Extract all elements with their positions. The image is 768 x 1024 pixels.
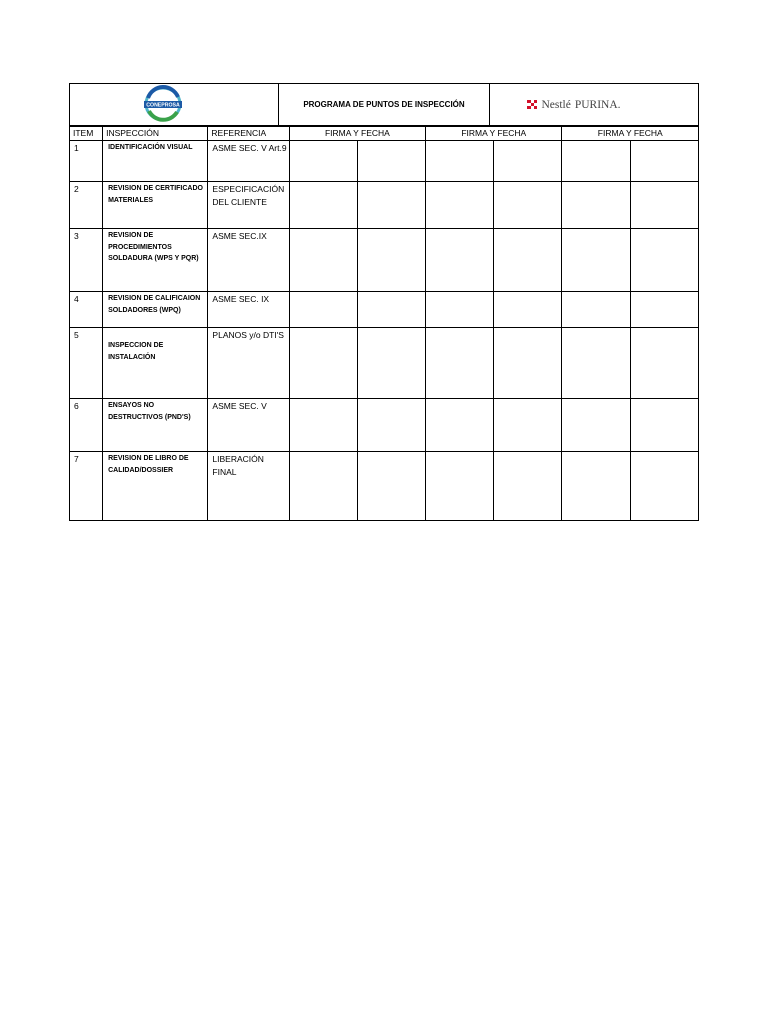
date-cell[interactable] — [630, 452, 698, 521]
document-title: PROGRAMA DE PUNTOS DE INSPECCIÓN — [279, 84, 490, 125]
reference: ASME SEC. V Art.9 — [208, 141, 289, 182]
inspection-document — [69, 83, 699, 521]
signature-cell[interactable] — [426, 182, 494, 229]
date-cell[interactable] — [630, 229, 698, 292]
item-number: 3 — [70, 229, 103, 292]
inspection-name: REVISION DE LIBRO DE CALIDAD/DOSSIER — [103, 452, 208, 521]
inspection-table — [69, 126, 699, 521]
item-number: 2 — [70, 182, 103, 229]
header-referencia: REFERENCIA — [208, 127, 289, 141]
inspection-name: REVISION DE CALIFICAION SOLDADORES (WPQ) — [103, 292, 208, 328]
signature-cell[interactable] — [426, 399, 494, 452]
table-row — [70, 328, 699, 399]
table-header-row — [70, 127, 699, 141]
date-cell[interactable] — [494, 182, 562, 229]
brand-name: Nestlé — [541, 98, 571, 111]
header-inspeccion: INSPECCIÓN — [103, 127, 208, 141]
item-number: 5 — [70, 328, 103, 399]
date-cell[interactable] — [494, 292, 562, 328]
signature-cell[interactable] — [426, 141, 494, 182]
company-logo-text: CONEPROSA — [146, 102, 180, 109]
date-cell[interactable] — [357, 182, 425, 229]
signature-cell[interactable] — [562, 328, 630, 399]
table-row — [70, 229, 699, 292]
date-cell[interactable] — [494, 229, 562, 292]
signature-cell[interactable] — [562, 182, 630, 229]
document-header — [69, 83, 699, 126]
date-cell[interactable] — [357, 328, 425, 399]
item-number: 6 — [70, 399, 103, 452]
date-cell[interactable] — [494, 328, 562, 399]
reference: ASME SEC. IX — [208, 292, 289, 328]
table-row — [70, 452, 699, 521]
signature-cell[interactable] — [562, 141, 630, 182]
signature-cell[interactable] — [562, 229, 630, 292]
inspection-name: REVISION DE CERTIFICADO MATERIALES — [103, 182, 208, 229]
brand-logo-cell — [490, 84, 698, 125]
table-row — [70, 141, 699, 182]
header-firma-3: FIRMA Y FECHA — [562, 127, 699, 141]
purina-logo — [527, 99, 620, 111]
signature-cell[interactable] — [426, 292, 494, 328]
date-cell[interactable] — [357, 292, 425, 328]
header-firma-1: FIRMA Y FECHA — [289, 127, 425, 141]
inspection-name: IDENTIFICACIÓN VISUAL — [103, 141, 208, 182]
signature-cell[interactable] — [562, 452, 630, 521]
signature-cell[interactable] — [562, 399, 630, 452]
reference: LIBERACIÓN FINAL — [208, 452, 289, 521]
reference: PLANOS y/o DTI'S — [208, 328, 289, 399]
signature-cell[interactable] — [289, 182, 357, 229]
signature-cell[interactable] — [289, 292, 357, 328]
signature-cell[interactable] — [562, 292, 630, 328]
signature-cell[interactable] — [289, 452, 357, 521]
date-cell[interactable] — [357, 141, 425, 182]
date-cell[interactable] — [357, 229, 425, 292]
date-cell[interactable] — [494, 399, 562, 452]
header-firma-2: FIRMA Y FECHA — [426, 127, 562, 141]
reference: ASME SEC.IX — [208, 229, 289, 292]
item-number: 1 — [70, 141, 103, 182]
table-row — [70, 399, 699, 452]
reference: ESPECIFICACIÓN DEL CLIENTE — [208, 182, 289, 229]
item-number: 7 — [70, 452, 103, 521]
signature-cell[interactable] — [426, 452, 494, 521]
checkerboard-icon — [527, 100, 537, 110]
table-row — [70, 182, 699, 229]
company-logo-cell — [70, 84, 279, 125]
signature-cell[interactable] — [426, 328, 494, 399]
inspection-name: ENSAYOS NO DESTRUCTIVOS (PND'S) — [103, 399, 208, 452]
signature-cell[interactable] — [289, 141, 357, 182]
signature-cell[interactable] — [289, 328, 357, 399]
date-cell[interactable] — [630, 328, 698, 399]
date-cell[interactable] — [630, 141, 698, 182]
signature-cell[interactable] — [426, 229, 494, 292]
date-cell[interactable] — [494, 452, 562, 521]
brand-product: PURINA. — [574, 98, 621, 111]
inspection-name: INSPECCION DE INSTALACIÓN — [103, 328, 208, 399]
table-row — [70, 292, 699, 328]
inspection-name: REVISION DE PROCEDIMIENTOS SOLDADURA (WPS Y PQR) — [103, 229, 208, 292]
reference: ASME SEC. V — [208, 399, 289, 452]
conepros-logo-icon — [142, 84, 184, 124]
item-number: 4 — [70, 292, 103, 328]
date-cell[interactable] — [357, 452, 425, 521]
date-cell[interactable] — [494, 141, 562, 182]
date-cell[interactable] — [630, 399, 698, 452]
signature-cell[interactable] — [289, 399, 357, 452]
header-item: ITEM — [70, 127, 103, 141]
date-cell[interactable] — [630, 292, 698, 328]
date-cell[interactable] — [357, 399, 425, 452]
signature-cell[interactable] — [289, 229, 357, 292]
date-cell[interactable] — [630, 182, 698, 229]
